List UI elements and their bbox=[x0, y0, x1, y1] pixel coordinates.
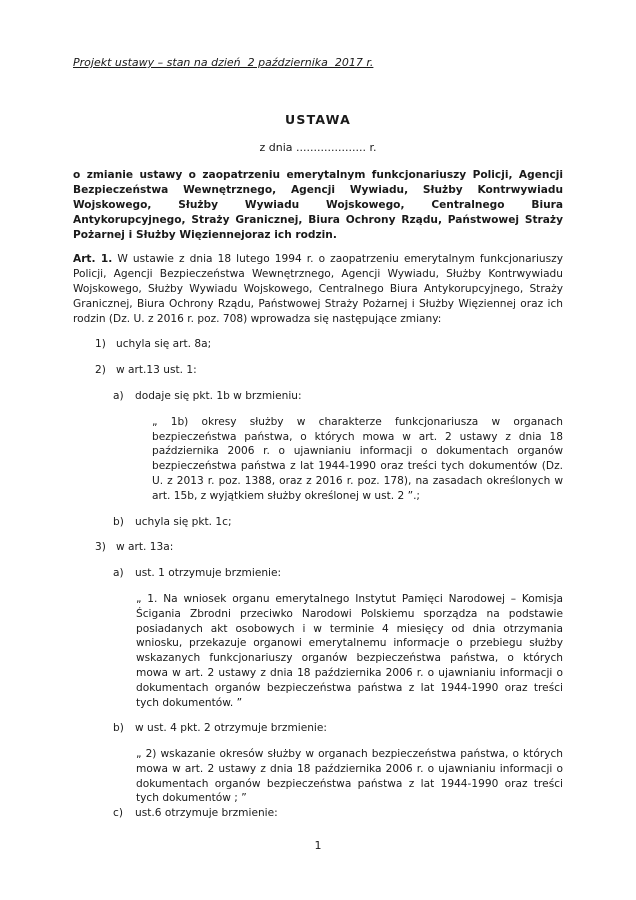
list-item-marker: a) bbox=[113, 389, 124, 402]
list-item-text: w art. 13a: bbox=[116, 541, 174, 554]
article-1-text: W ustawie z dnia 18 lutego 1994 r. o zaopatrzeniu emerytalnym funkcjonariuszy Policji, Agencji Bezpieczeństwa Wewnętrznego, Agencji Wywiadu, Służby Kontrwywiadu Wojskowego, Służby Wywiadu Wojskowego, Centralnego Biura Antykorupcyjnego, Straży Granicznej, Biura Ochrony Rządu, Państwowej Straży Pożarnej i Służby Więziennej oraz ich rodzin (Dz. U. z 2016 r. poz. 708) wprowadza się następujące zmiany: bbox=[73, 253, 563, 325]
list-item-text: w ust. 4 pkt. 2 otrzymuje brzmienie: bbox=[135, 722, 327, 735]
list-item-text: dodaje się pkt. 1b w brzmieniu: bbox=[135, 389, 302, 402]
act-subject: o zmianie ustawy o zaopatrzeniu emerytalnym funkcjonariuszy Policji, Agencji Bezpieczeństwa Wewnętrznego, Agencji Wywiadu, Służby Kontrwywiadu Wojskowego, Służby Wywiadu Wojskowego, Centralnego Biura Antykorupcyjnego, Straży Granicznej, Biura Ochrony Rządu, Państwowej Straży Pożarnej i Służby Więziennejoraz ich rodzin. bbox=[73, 169, 563, 241]
list-item-text: „ 2) wskazanie okresów służby w organach bezpieczeństwa państwa, o których mowa w art. 2 ustawy z dnia 18 października 2006 r. o ujawnianiu informacji o dokumentach organów bezpieczeństwa państwa z lat 1944-1990 oraz treści tych dokumentów ; ” bbox=[136, 748, 563, 805]
list-item-marker: 3) bbox=[95, 541, 106, 554]
article-1-label: Art. 1. bbox=[73, 253, 113, 266]
list-item bbox=[113, 806, 563, 821]
act-date-line: z dnia .................... r. bbox=[259, 140, 377, 154]
list-item bbox=[95, 337, 563, 352]
list-item-text: „ 1b) okresy służby w charakterze funkcjonariusza w organach bezpieczeństwa państwa, o których mowa w art. 2 ustawy z dnia 18 października 2006 r. o ujawnianiu informacji o dokumentach organów bezpieczeństwa państwa z lat 1944-1990 oraz treści tych dokumentów (Dz. U. z 2013 r. poz. 1388, oraz z 2016 r. poz. 178), na zasadach określonych w art. 15b, z wyjątkiem służby określonej w ust. 2 ”.; bbox=[152, 415, 563, 502]
list-item-text: ust. 1 otrzymuje brzmienie: bbox=[135, 567, 282, 580]
page-number: 1 bbox=[314, 839, 322, 853]
list-item bbox=[113, 721, 563, 736]
article-1-paragraph bbox=[73, 252, 563, 326]
list-item-marker: a) bbox=[113, 567, 124, 580]
list-item bbox=[113, 389, 563, 404]
list-item-text: uchyla się pkt. 1c; bbox=[135, 515, 232, 528]
list-item-text: ust.6 otrzymuje brzmienie: bbox=[135, 807, 278, 820]
list-item-text: „ 1. Na wniosek organu emerytalnego Instytut Pamięci Narodowej – Komisja Ścigania Zbrodni przeciwko Narodowi Polskiemu sporządza na podstawie posiadanych akt osobowych i w terminie 4 miesięcy od dnia otrzymania wniosku, przekazuje organowi emerytalnemu informacje o przebiegu służby wskazanych funkcjonariuszy organów bezpieczeństwa państwa, o których mowa w art. 2 ustawy z dnia 18 października 2006 r. o ujawnianiu informacji o dokumentach organów bezpieczeństwa państwa z lat 1944-1990 oraz treści tych dokumentów. ” bbox=[136, 592, 563, 709]
act-title: USTAWA bbox=[285, 111, 351, 127]
list-item-marker: b) bbox=[113, 722, 124, 735]
list-item bbox=[95, 363, 563, 378]
list-item bbox=[113, 515, 563, 530]
draft-status-header: Projekt ustawy – stan na dzień 2 października 2017 r. bbox=[73, 56, 374, 69]
list-item-marker: c) bbox=[113, 807, 123, 820]
quoted-provision bbox=[136, 747, 563, 806]
quoted-provision bbox=[152, 415, 563, 504]
list-item bbox=[113, 566, 563, 581]
list-item-text: w art.13 ust. 1: bbox=[116, 364, 197, 377]
list-item-marker: b) bbox=[113, 515, 124, 528]
quoted-provision bbox=[136, 592, 563, 710]
list-item-text: uchyla się art. 8a; bbox=[116, 338, 212, 351]
list-item-marker: 1) bbox=[95, 338, 106, 351]
amendment-list bbox=[73, 337, 563, 821]
list-item bbox=[95, 540, 563, 555]
list-item-marker: 2) bbox=[95, 364, 106, 377]
